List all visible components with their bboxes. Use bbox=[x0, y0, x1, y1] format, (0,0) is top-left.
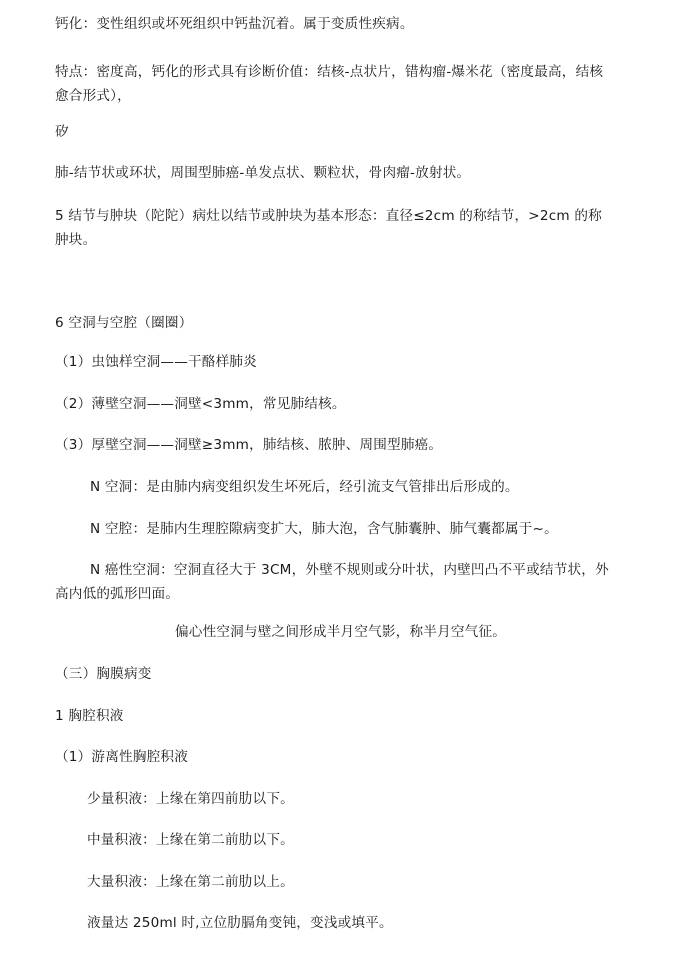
pleura-section-heading: （三）胸膜病变 bbox=[55, 666, 152, 682]
n-cavity-definition: N 空洞：是由肺内病变组织发生坏死后，经引流支气管排出后形成的。 bbox=[90, 479, 519, 495]
calcification-features: 特点：密度高，钙化的形式具有诊断价值：结核-点状片，错构瘤-爆米花（密度最高，结核愈合形式）， bbox=[55, 64, 604, 104]
nodule-mass-paragraph: 5 结节与肿块（陀陀）病灶以结节或肿块为基本形态：直径≤2cm 的称结节，>2cm 的称肿块。 bbox=[55, 208, 602, 248]
cavity-item-3: （3）厚壁空洞——洞壁≥3mm，肺结核、脓肿、周围型肺癌。 bbox=[55, 437, 443, 453]
large-effusion: 大量积液：上缘在第二前肋以上。 bbox=[87, 874, 294, 890]
crescent-sign: 偏心性空洞与壁之间形成半月空气影，称半月空气征。 bbox=[175, 624, 507, 640]
cavity-item-2: （2）薄壁空洞——洞壁<3mm，常见肺结核。 bbox=[55, 396, 346, 412]
calcification-forms: 肺-结节状或环状，周围型肺癌-单发点状、颗粒状，骨肉瘤-放射状。 bbox=[55, 165, 471, 181]
n-cancer-cavity-definition: N 癌性空洞：空洞直径大于 3CM，外壁不规则或分叶状，内壁凹凸不平或结节状，外高内低的弧形凹面。 bbox=[55, 562, 609, 602]
free-effusion-heading: （1）游离性胸腔积液 bbox=[55, 749, 188, 765]
sand-note: 矽 bbox=[55, 124, 69, 140]
small-effusion: 少量积液：上缘在第四前肋以下。 bbox=[87, 791, 294, 807]
cavity-item-1: （1）虫蚀样空洞——干酪样肺炎 bbox=[55, 354, 257, 370]
medium-effusion: 中量积液：上缘在第二前肋以下。 bbox=[87, 832, 294, 848]
effusion-volume-note: 液量达 250ml 时,立位肋膈角变钝，变浅或填平。 bbox=[87, 915, 393, 931]
calcification-definition: 钙化：变性组织或坏死组织中钙盐沉着。属于变质性疾病。 bbox=[55, 16, 414, 32]
cavity-heading: 6 空洞与空腔（圈圈） bbox=[55, 315, 193, 331]
effusion-heading: 1 胸腔积液 bbox=[55, 708, 124, 724]
n-space-definition: N 空腔：是肺内生理腔隙病变扩大，肺大泡，含气肺囊肿、肺气囊都属于~。 bbox=[90, 521, 558, 537]
